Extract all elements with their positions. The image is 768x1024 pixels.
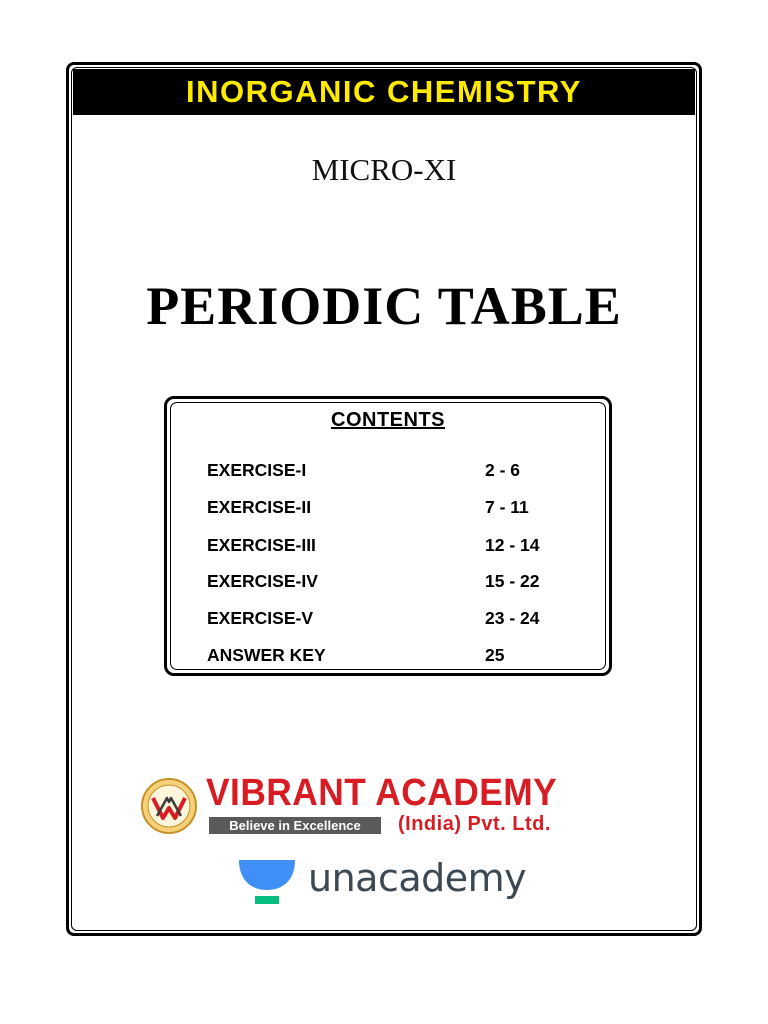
publisher-tagline: Believe in Excellence [209,817,381,834]
contents-heading: CONTENTS [331,409,445,431]
contents-item-pages: 25 [485,645,505,665]
contents-item-pages: 23 - 24 [485,608,540,628]
chapter-title: PERIODIC TABLE [146,276,622,336]
course-name: MICRO-XI [311,152,457,187]
contents-row [207,571,587,595]
contents-item-pages: 7 - 11 [485,497,529,517]
contents-item-label: EXERCISE-V [207,608,313,628]
contents-item-label: EXERCISE-III [207,535,316,555]
contents-row [207,608,587,632]
contents-row [207,645,587,669]
contents-item-label: EXERCISE-II [207,497,312,517]
subject-title: INORGANIC CHEMISTRY [186,74,582,109]
contents-box [164,396,612,676]
unacademy-logo-icon [237,858,297,906]
publisher-name: VIBRANT ACADEMY [206,772,558,814]
publisher-suffix: (India) Pvt. Ltd. [398,813,551,835]
contents-item-pages: 15 - 22 [485,571,540,591]
contents-item-label: ANSWER KEY [207,645,326,665]
contents-item-label: EXERCISE-I [207,460,307,480]
contents-item-label: EXERCISE-IV [207,571,318,591]
vibrant-academy-emblem-icon [138,778,200,834]
contents-row [207,535,587,559]
contents-row [207,497,587,521]
subject-banner [73,69,695,115]
contents-item-pages: 12 - 14 [485,535,540,555]
contents-item-pages: 2 - 6 [485,460,521,480]
contents-row [207,460,587,484]
partner-name: unacademy [308,856,527,900]
